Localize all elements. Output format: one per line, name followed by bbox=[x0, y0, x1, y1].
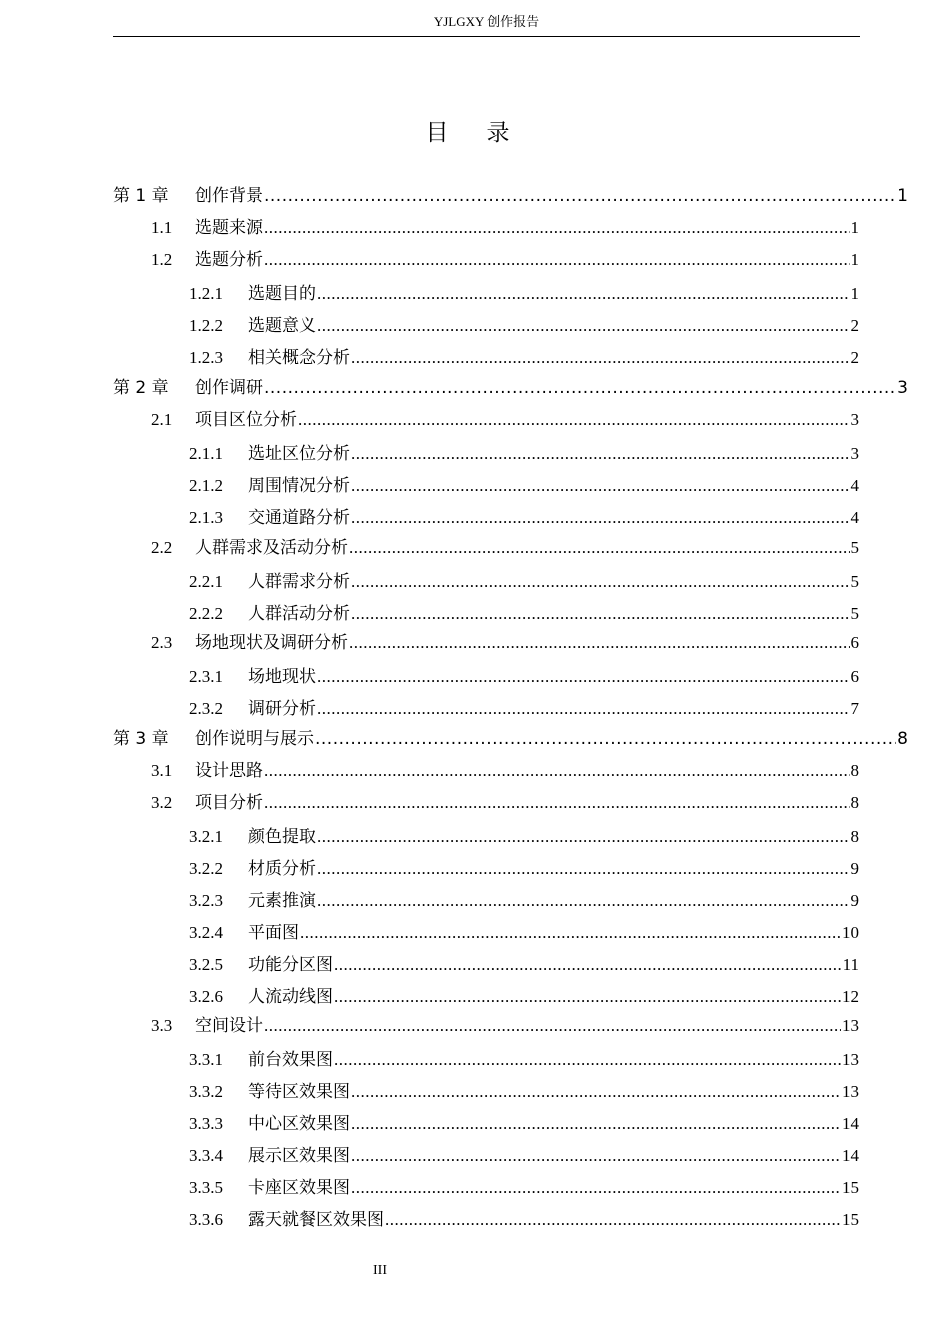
toc-entry-number: 3.2.2 bbox=[189, 859, 223, 878]
toc-entry-number: 3.3.2 bbox=[189, 1082, 223, 1101]
toc-entry-page: 6 bbox=[850, 667, 859, 686]
toc-entry-title: 人群需求分析 bbox=[248, 572, 350, 591]
toc-entry[interactable] bbox=[189, 825, 859, 849]
toc-entry-number: 3.3 bbox=[151, 1016, 173, 1035]
toc-entry-page: 1 bbox=[897, 186, 908, 206]
toc-entry-number: 第 3 章 bbox=[113, 729, 169, 749]
toc-entry-page: 8 bbox=[850, 793, 859, 812]
dot-leader bbox=[351, 474, 850, 498]
dot-leader bbox=[334, 985, 841, 1009]
toc-entry[interactable] bbox=[189, 921, 859, 945]
toc-entry-title: 选题分析 bbox=[195, 250, 263, 269]
toc-entry-page: 6 bbox=[850, 633, 859, 652]
toc-entry-number: 第 2 章 bbox=[113, 378, 169, 398]
toc-entry-number: 2.1 bbox=[151, 410, 173, 429]
toc-entry-page: 5 bbox=[850, 572, 859, 591]
toc-entry-number: 3.1 bbox=[151, 761, 173, 780]
toc-entry-title: 创作背景 bbox=[195, 186, 263, 206]
toc-entry-number: 2.3.1 bbox=[189, 667, 223, 686]
dot-leader bbox=[351, 1080, 841, 1104]
dot-leader bbox=[351, 570, 850, 594]
toc-entry-page: 2 bbox=[850, 348, 859, 367]
toc-entry-number: 第 1 章 bbox=[113, 186, 169, 206]
toc-entry-page: 9 bbox=[850, 859, 859, 878]
dot-leader bbox=[349, 536, 850, 560]
dot-leader bbox=[351, 1176, 841, 1200]
toc-entry-number: 3.2.1 bbox=[189, 827, 223, 846]
toc-entry-page: 8 bbox=[850, 827, 859, 846]
toc-entry-page: 1 bbox=[850, 250, 859, 269]
toc-entry-page: 4 bbox=[850, 508, 859, 527]
dot-leader bbox=[264, 376, 896, 400]
toc-entry-page: 5 bbox=[850, 538, 859, 557]
dot-leader bbox=[298, 408, 850, 432]
toc-entry-title: 交通道路分析 bbox=[248, 508, 350, 527]
toc-entry[interactable] bbox=[189, 346, 859, 370]
toc-entry[interactable] bbox=[189, 1112, 859, 1136]
toc-entry-title: 展示区效果图 bbox=[248, 1146, 350, 1165]
dot-leader bbox=[300, 921, 841, 945]
toc-entry-number: 2.2 bbox=[151, 538, 173, 557]
toc-entry-number: 3.3.1 bbox=[189, 1050, 223, 1069]
toc-entry-page: 12 bbox=[842, 987, 859, 1006]
toc-entry-number: 2.1.1 bbox=[189, 444, 223, 463]
toc-title: 目录 bbox=[425, 120, 548, 146]
toc-entry-title: 选题意义 bbox=[248, 316, 316, 335]
toc-entry[interactable] bbox=[113, 184, 908, 208]
toc-entry-number: 3.3.3 bbox=[189, 1114, 223, 1133]
toc-entry-title: 调研分析 bbox=[248, 699, 316, 718]
toc-entry-page: 4 bbox=[850, 476, 859, 495]
toc-entry-title: 人群需求及活动分析 bbox=[195, 538, 348, 557]
toc-entry-title: 选题目的 bbox=[248, 284, 316, 303]
toc-entry[interactable] bbox=[189, 1080, 859, 1104]
toc-entry[interactable] bbox=[189, 602, 859, 626]
toc-entry-number: 3.2.4 bbox=[189, 923, 223, 942]
dot-leader bbox=[351, 602, 850, 626]
toc-entry-number: 2.2.2 bbox=[189, 604, 223, 623]
toc-entry-title: 功能分区图 bbox=[248, 955, 333, 974]
toc-entry-number: 1.2 bbox=[151, 250, 173, 269]
dot-leader bbox=[351, 346, 850, 370]
toc-entry-page: 5 bbox=[850, 604, 859, 623]
toc-entry-page: 14 bbox=[842, 1146, 859, 1165]
toc-entry-title: 创作调研 bbox=[195, 378, 263, 398]
toc-entry-page: 14 bbox=[842, 1114, 859, 1133]
toc-entry-title: 设计思路 bbox=[195, 761, 263, 780]
toc-entry[interactable] bbox=[151, 216, 859, 240]
toc-entry-page: 15 bbox=[842, 1210, 859, 1229]
toc-entry-number: 3.2.3 bbox=[189, 891, 223, 910]
toc-entry-page: 3 bbox=[850, 410, 859, 429]
toc-entry-page: 15 bbox=[842, 1178, 859, 1197]
dot-leader bbox=[317, 314, 850, 338]
toc-entry-title: 人流动线图 bbox=[248, 987, 333, 1006]
toc-entry-page: 3 bbox=[850, 444, 859, 463]
toc-entry-page: 8 bbox=[897, 729, 908, 749]
toc-entry[interactable] bbox=[151, 791, 859, 815]
toc-entry-title: 选题来源 bbox=[195, 218, 263, 237]
dot-leader bbox=[349, 631, 850, 655]
toc-entry-title: 选址区位分析 bbox=[248, 444, 350, 463]
toc-entry-title: 卡座区效果图 bbox=[248, 1178, 350, 1197]
toc-entry-number: 3.3.5 bbox=[189, 1178, 223, 1197]
dot-leader bbox=[351, 506, 850, 530]
dot-leader bbox=[317, 825, 850, 849]
toc-entry-number: 3.2.6 bbox=[189, 987, 223, 1006]
page-number: III bbox=[373, 1263, 387, 1278]
toc-entry[interactable] bbox=[189, 857, 859, 881]
dot-leader bbox=[334, 953, 842, 977]
toc-entry[interactable] bbox=[189, 953, 859, 977]
toc-entry[interactable] bbox=[189, 697, 859, 721]
toc-entry-title: 颜色提取 bbox=[248, 827, 316, 846]
toc-entry-number: 3.3.4 bbox=[189, 1146, 223, 1165]
dot-leader bbox=[317, 889, 850, 913]
toc-entry-number: 2.2.1 bbox=[189, 572, 223, 591]
toc-entry-page: 10 bbox=[842, 923, 859, 942]
toc-entry-title: 人群活动分析 bbox=[248, 604, 350, 623]
header-text: YJLGXY 创作报告 bbox=[433, 14, 540, 29]
toc-entry-title: 空间设计 bbox=[195, 1016, 263, 1035]
toc-entry[interactable] bbox=[189, 1176, 859, 1200]
toc-entry[interactable] bbox=[189, 474, 859, 498]
dot-leader bbox=[264, 759, 850, 783]
toc-entry[interactable] bbox=[189, 1208, 859, 1232]
toc-entry-title: 露天就餐区效果图 bbox=[248, 1210, 384, 1229]
dot-leader bbox=[351, 1144, 841, 1168]
toc-entry-title: 周围情况分析 bbox=[248, 476, 350, 495]
toc-entry-page: 13 bbox=[842, 1050, 859, 1069]
toc-entry-page: 13 bbox=[842, 1016, 859, 1035]
toc-entry-title: 元素推演 bbox=[248, 891, 316, 910]
dot-leader bbox=[385, 1208, 841, 1232]
toc-entry[interactable] bbox=[113, 376, 908, 400]
toc-entry-page: 9 bbox=[850, 891, 859, 910]
toc-entry[interactable] bbox=[151, 759, 859, 783]
toc-entry[interactable] bbox=[189, 985, 859, 1009]
toc-entry-page: 3 bbox=[897, 378, 908, 398]
dot-leader bbox=[351, 1112, 841, 1136]
toc-entry-page: 7 bbox=[850, 699, 859, 718]
toc-entry-number: 1.2.3 bbox=[189, 348, 223, 367]
dot-leader bbox=[317, 697, 850, 721]
dot-leader bbox=[264, 216, 850, 240]
toc-entry-number: 2.3.2 bbox=[189, 699, 223, 718]
toc-entry-title: 等待区效果图 bbox=[248, 1082, 350, 1101]
toc-entry[interactable] bbox=[189, 314, 859, 338]
toc-entry[interactable] bbox=[151, 408, 859, 432]
toc-entry[interactable] bbox=[189, 1144, 859, 1168]
dot-leader bbox=[264, 791, 850, 815]
toc-entry-number: 3.2 bbox=[151, 793, 173, 812]
toc-entry[interactable] bbox=[189, 665, 859, 689]
dot-leader bbox=[334, 1048, 841, 1072]
toc-entry-title: 相关概念分析 bbox=[248, 348, 350, 367]
dot-leader bbox=[317, 665, 850, 689]
toc-entry[interactable] bbox=[189, 889, 859, 913]
toc-entry-page: 1 bbox=[850, 284, 859, 303]
toc-entry-page: 8 bbox=[850, 761, 859, 780]
dot-leader bbox=[264, 248, 850, 272]
toc-entry-number: 3.2.5 bbox=[189, 955, 223, 974]
toc-entry-number: 1.2.2 bbox=[189, 316, 223, 335]
toc-entry[interactable] bbox=[113, 727, 908, 751]
toc-entry-number: 2.1.2 bbox=[189, 476, 223, 495]
toc-entry-title: 场地现状 bbox=[248, 667, 316, 686]
toc-entry[interactable] bbox=[151, 1014, 859, 1038]
toc-entry[interactable] bbox=[189, 1048, 859, 1072]
toc-entry-number: 1.2.1 bbox=[189, 284, 223, 303]
dot-leader bbox=[351, 442, 850, 466]
toc-entry[interactable] bbox=[189, 282, 859, 306]
toc-entry[interactable] bbox=[189, 506, 859, 530]
toc-entry[interactable] bbox=[189, 570, 859, 594]
toc-entry-page: 1 bbox=[850, 218, 859, 237]
toc-entry-title: 场地现状及调研分析 bbox=[195, 633, 348, 652]
toc-entry-title: 项目分析 bbox=[195, 793, 263, 812]
dot-leader bbox=[315, 727, 896, 751]
toc-entry[interactable] bbox=[151, 248, 859, 272]
page-header bbox=[113, 12, 860, 37]
toc-entry-title: 项目区位分析 bbox=[195, 410, 297, 429]
dot-leader bbox=[317, 282, 850, 306]
toc-entry-title: 创作说明与展示 bbox=[195, 729, 314, 749]
toc-entry-page: 13 bbox=[842, 1082, 859, 1101]
dot-leader bbox=[264, 184, 896, 208]
toc-entry-title: 前台效果图 bbox=[248, 1050, 333, 1069]
toc-entry[interactable] bbox=[151, 536, 859, 560]
toc-entry-number: 3.3.6 bbox=[189, 1210, 223, 1229]
toc-entry-title: 平面图 bbox=[248, 923, 299, 942]
toc-entry-page: 11 bbox=[842, 955, 859, 974]
toc-entry-number: 2.3 bbox=[151, 633, 173, 652]
toc-entry-number: 1.1 bbox=[151, 218, 173, 237]
toc-entry[interactable] bbox=[151, 631, 859, 655]
dot-leader bbox=[317, 857, 850, 881]
toc-entry-page: 2 bbox=[850, 316, 859, 335]
toc-entry[interactable] bbox=[189, 442, 859, 466]
toc-entry-number: 2.1.3 bbox=[189, 508, 223, 527]
toc-entry-title: 中心区效果图 bbox=[248, 1114, 350, 1133]
dot-leader bbox=[264, 1014, 841, 1038]
toc-entry-title: 材质分析 bbox=[248, 859, 316, 878]
